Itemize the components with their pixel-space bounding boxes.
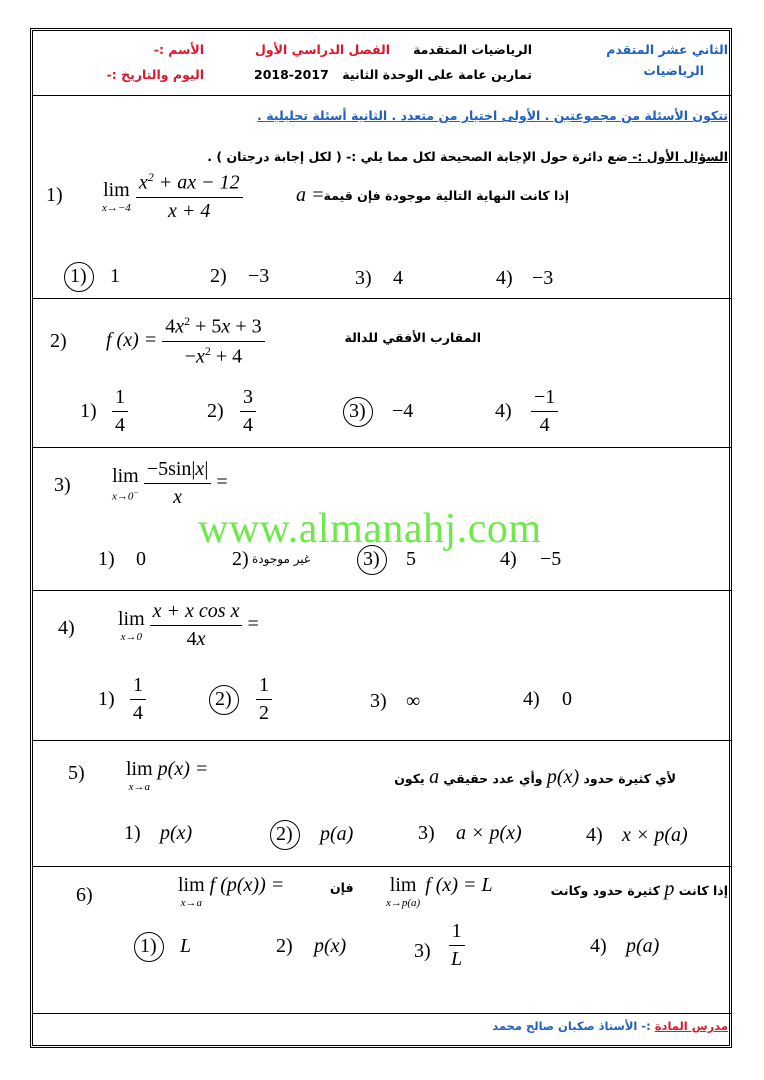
semester-label: الفصل الدراسي الأول: [255, 42, 390, 57]
q1-option-label: 3): [355, 267, 372, 289]
q5-text-b: وأي عدد حقيقي: [443, 771, 543, 786]
q6-option-1: L: [180, 935, 192, 957]
q6-option-label: 1): [140, 935, 157, 957]
q4-option-3: ∞: [406, 690, 421, 712]
q2-option-2: $\frac{3}{4}$: [240, 386, 256, 437]
q4-option-label: 1): [98, 688, 115, 710]
q3-number: 3): [54, 474, 71, 496]
q5-math-px: p(x): [546, 766, 580, 788]
q5-math-a: a: [429, 766, 440, 788]
q6-option-label: 2): [276, 935, 293, 957]
section1-text: ضع دائرة حول الإجابة الصحيحة لكل مما يلي :-: [346, 149, 628, 164]
q4-option-2: $\frac{1}{2}$: [256, 674, 272, 725]
footer-label: مدرس المادة: [654, 1019, 728, 1033]
q2-number: 2): [50, 330, 67, 352]
q2-option-3: −4: [392, 400, 414, 422]
divider: [33, 590, 731, 591]
q4-expression: lim x→0 $\frac{\text{x + x cos x}}{4x}$ =: [118, 600, 259, 650]
q3-option-label: 2): [232, 548, 249, 570]
q4-option-label: 2): [215, 688, 232, 710]
q6-text-a: إذا كانت: [678, 883, 728, 898]
intro-text: تتكون الأسئلة من مجموعتين . الأولى اختيار من متعدد . الثانية أسئلة تحليلية .: [257, 108, 728, 123]
watermark: www.almanahj.com: [198, 506, 542, 552]
name-label: الأسم :-: [153, 42, 204, 57]
q6-option-label: 4): [590, 935, 607, 957]
q5-option-label: 3): [418, 822, 435, 844]
q1-variable: a =: [296, 184, 325, 206]
q5-option-label: 2): [276, 823, 293, 845]
q6-option-4: p(a): [626, 935, 660, 957]
q6-option-3: $\frac{1}{L}$: [448, 920, 465, 971]
divider: [33, 740, 731, 741]
q1-option-label: 1): [70, 265, 87, 287]
subject-label: الرياضيات: [643, 63, 704, 78]
q5-text-c: يكون: [394, 771, 425, 786]
date-label: اليوم والتاريخ :-: [106, 67, 204, 82]
q1-option-3: 4: [393, 267, 403, 289]
q4-option-label: 4): [523, 688, 540, 710]
course-label: الرياضيات المتقدمة: [413, 42, 532, 57]
q2-option-label: 1): [80, 400, 97, 422]
q3-option-label: 1): [98, 548, 115, 570]
q6-text-b: كثيرة حدود وكانت: [550, 883, 661, 898]
q2-expression: f (x) = $\frac{4x^2 + 5x + 3}{-x^2 + 4}$: [106, 314, 265, 368]
q3-option-2: غير موجودة: [252, 552, 311, 566]
q3-expression: lim x→0− $\frac{-5\sin|x|}{x}$ =: [112, 458, 228, 508]
q5-option-3: a × p(x): [456, 822, 522, 844]
q2-option-label: 4): [495, 400, 512, 422]
divider: [33, 298, 731, 299]
q5-option-label: 4): [586, 824, 603, 846]
q5-option-1: p(x): [160, 822, 193, 844]
q5-option-4: x × p(a): [622, 824, 688, 846]
divider: [33, 866, 731, 867]
q5-expression: lim x→a p(x) =: [126, 758, 209, 793]
q3-option-3: 5: [406, 548, 416, 570]
q1-option-2: −3: [248, 265, 270, 287]
q4-option-4: 0: [562, 688, 572, 710]
footer: [492, 1019, 728, 1033]
q5-text-a: لأي كثيرة حدود: [583, 771, 676, 786]
grade-label: الثاني عشر المتقدم: [606, 42, 728, 57]
q3-option-label: 4): [500, 548, 517, 570]
q4-option-label: 3): [370, 690, 387, 712]
q4-option-1: $\frac{1}{4}$: [130, 674, 146, 725]
q5-text: [394, 766, 676, 789]
divider: [33, 447, 731, 448]
q1-expression: lim x→−4 $\frac{x^2 + ax - 12}{x + 4}$: [102, 170, 243, 223]
q6-condition: lim x→p(a) f (x) = L: [386, 874, 493, 909]
q4-number: 4): [58, 617, 75, 639]
q1-text: إذا كانت النهاية التالية موجودة فإن قيمة: [323, 188, 569, 203]
q2-text: المقارب الأفقي للدالة: [344, 330, 481, 345]
q6-text: [551, 878, 728, 901]
year-label: 2018-2017: [254, 67, 329, 82]
q1-option-label: 4): [496, 267, 513, 289]
q1-option-label: 2): [210, 265, 227, 287]
q1-option-4: −3: [532, 267, 554, 289]
section1-label: السؤال الأول :-: [627, 149, 728, 164]
q2-option-1: $\frac{1}{4}$: [112, 386, 128, 437]
exercise-title: تمارين عامة على الوحدة الثانية: [342, 67, 532, 82]
q6-option-label: 3): [414, 940, 431, 962]
q3-option-4: −5: [540, 548, 562, 570]
q2-option-4: $\frac{-1}{4}$: [531, 386, 558, 437]
q6-expression: lim x→a f (p(x)) =: [178, 874, 285, 909]
q5-number: 5): [68, 762, 85, 784]
q1-option-1: 1: [110, 265, 120, 287]
q2-option-label: 3): [349, 400, 366, 422]
q1-number: 1): [46, 184, 63, 206]
section1-instruction: [207, 149, 728, 164]
q5-option-label: 1): [124, 822, 141, 844]
footer-teacher: :- الأستاذ صكبان صالح محمد: [492, 1019, 651, 1033]
q6-number: 6): [76, 884, 93, 906]
q6-option-2: p(x): [314, 935, 347, 957]
q3-option-label: 3): [363, 548, 380, 570]
q5-option-2: p(a): [320, 823, 354, 845]
q6-text-c: فإن: [330, 880, 354, 895]
divider: [33, 1013, 731, 1014]
q6-math-p: p: [664, 878, 675, 900]
divider: [33, 95, 731, 96]
section1-marks: ( لكل إجابة درجتان ) .: [207, 149, 342, 164]
q2-option-label: 2): [207, 400, 224, 422]
q3-option-1: 0: [136, 548, 146, 570]
